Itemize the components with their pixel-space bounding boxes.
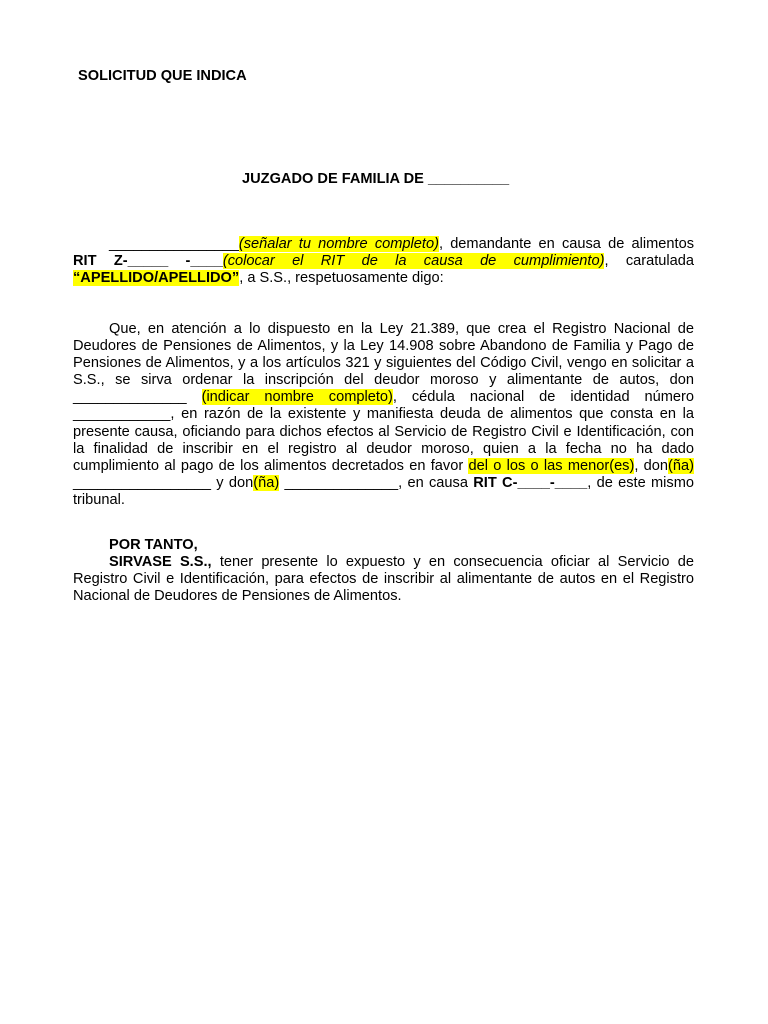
body-text-b: , cédula nacional de identidad número ____________, en razón de la existente y manifiesta deuda de alimentos que consta en la presente causa, oficiando para dichos efectos al Servicio de Registro Civil e Identificación, con la finalidad de inscribir en el registro al deudor moroso, quien a la fecha no ha dado cumplimiento al pago de los alimentos decretados en favor <box>73 389 694 474</box>
intro-text-a: , demandante en causa de alimentos <box>438 236 694 252</box>
body-text-d: _________________ y don <box>73 474 254 491</box>
court-line: JUZGADO DE FAMILIA DE __________ <box>242 171 510 187</box>
body-text-f: , de este mismo tribunal. <box>73 474 694 508</box>
document-heading: SOLICITUD QUE INDICA <box>78 68 247 84</box>
debtor-name-hint: (indicar nombre completo) <box>201 389 393 406</box>
intro-text-c: , a S.S., respetuosamente digo: <box>239 270 444 287</box>
minors-hint: del o los o las menor(es) <box>468 457 635 474</box>
closing-paragraph <box>73 537 694 605</box>
body-paragraph <box>73 321 694 509</box>
name-blank: ________________ <box>109 236 239 252</box>
rit-hint: (colocar el RIT de la causa de cumplimiento) <box>222 253 605 270</box>
closing-text: tener presente lo expuesto y en consecuencia oficiar al Servicio de Registro Civil e Identificación, para efectos de inscribir al alimentante de autos en el Registro Nacional de Deudores de Pensiones de Alimentos. <box>73 554 694 605</box>
body-text-e: ______________, en causa <box>279 474 474 491</box>
por-tanto: POR TANTO, <box>109 537 198 553</box>
sirvase-label: SIRVASE S.S., <box>109 554 212 571</box>
case-caption: “APELLIDO/APELLIDO” <box>73 270 240 287</box>
name-hint: (señalar tu nombre completo) <box>238 236 439 252</box>
rit-c-label: RIT C-____-____ <box>473 474 588 491</box>
gender-hint-2: (ña) <box>253 474 280 491</box>
intro-paragraph <box>73 236 694 287</box>
rit-z-label: RIT Z-_____ -____ <box>73 253 223 270</box>
closing-body <box>73 554 694 605</box>
intro-text-b: , caratulada <box>604 253 694 270</box>
gender-hint-1: (ña) <box>668 457 694 474</box>
body-text-a: Que, en atención a lo dispuesto en la Ley 21.389, que crea el Registro Nacional de Deudores de Pensiones de Alimentos, y la Ley 14.908 sobre Abandono de Familia y Pago de Pensiones de Alimentos, y a los artículos 321 y siguientes del Código Civil, vengo en solicitar a S.S., se sirva ordenar la inscripción del deudor moroso y alimentante de autos, don ______________ <box>73 321 694 406</box>
body-text-c: , don <box>634 457 669 474</box>
